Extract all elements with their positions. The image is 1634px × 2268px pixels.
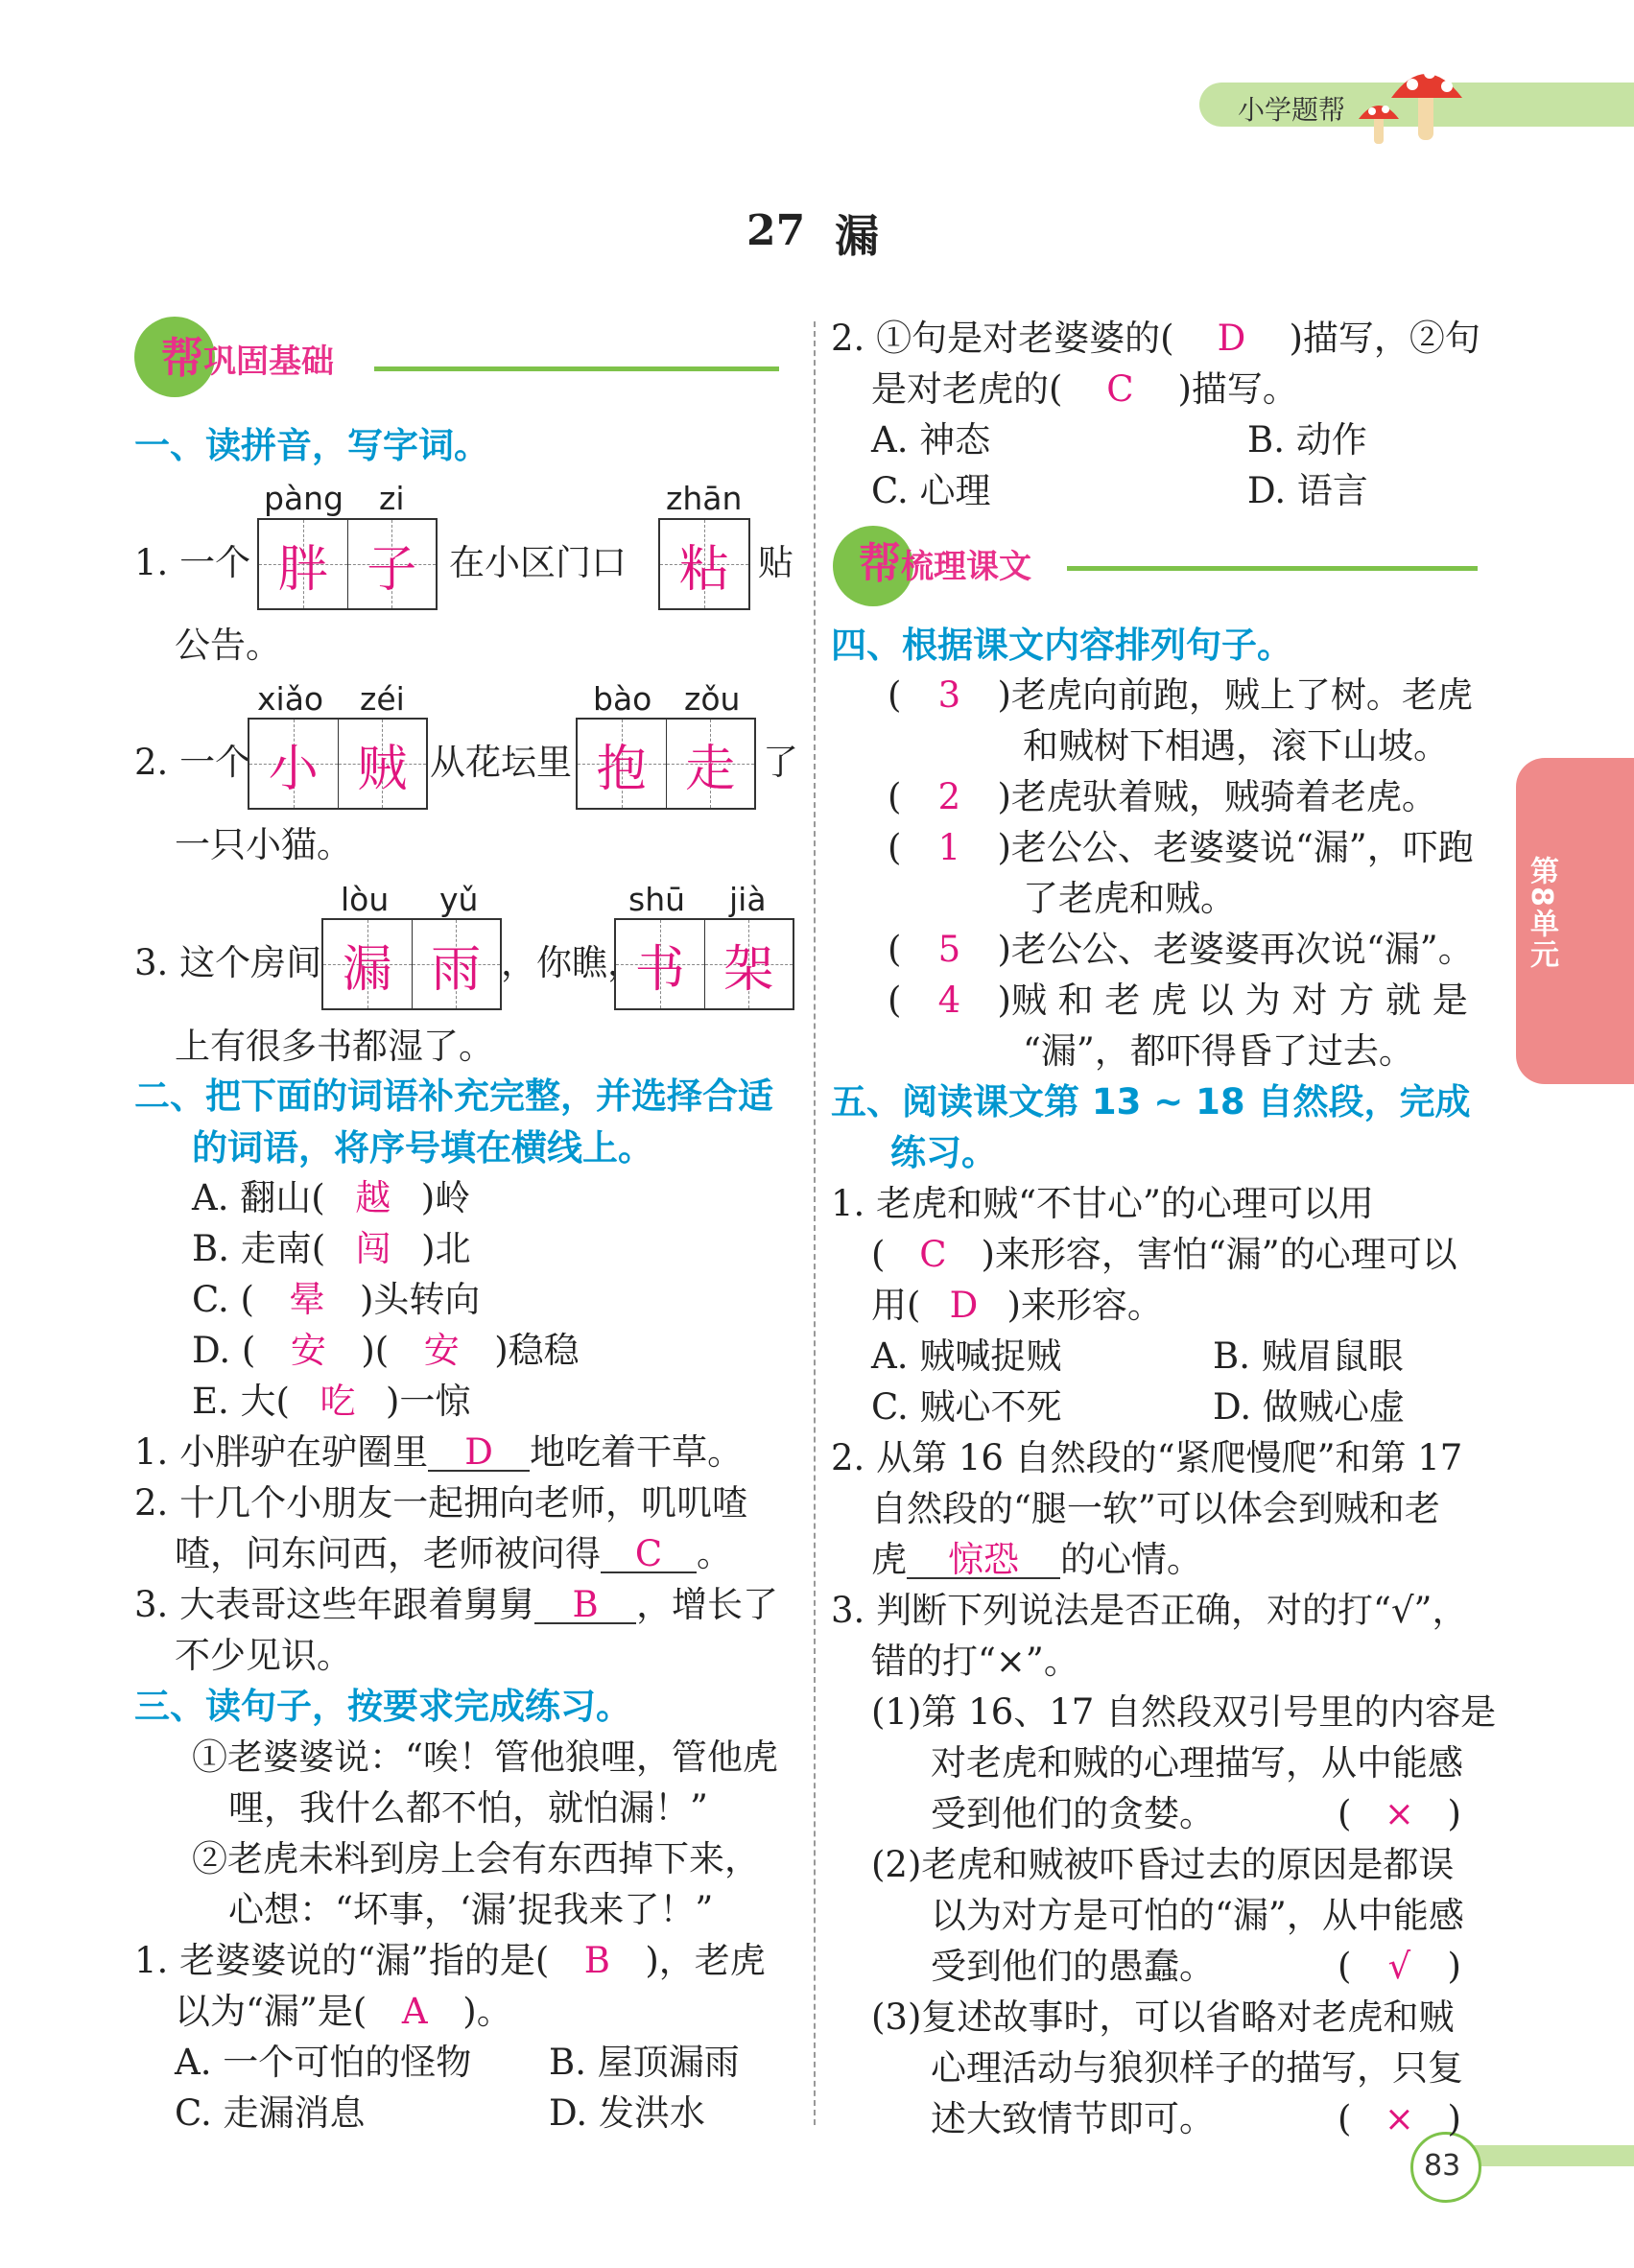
banner-line-right	[1067, 566, 1478, 571]
char-box: 抱 走	[576, 718, 756, 810]
order-item-1-cont: 和贼树下相遇，滚下山坡。	[1023, 725, 1449, 767]
question-text: 公告。	[175, 625, 281, 666]
pinyin: yǔ	[439, 881, 479, 918]
s3-q1-line2: 以为“漏”是( A )。	[175, 1991, 512, 2032]
option-b: B. 贼眉鼠眼	[1213, 1335, 1404, 1377]
option-b: B. 屋顶漏雨	[549, 2042, 740, 2083]
idiom-b: B. 走南( 闯 )北	[192, 1228, 471, 1269]
section-1-title: 一、读拼音，写字词。	[134, 425, 489, 466]
r-q2-line2: 是对老虎的( C )描写。	[871, 368, 1298, 410]
idiom-a: A. 翻山( 越 )岭	[192, 1177, 471, 1218]
s2-q3-line2: 不少见识。	[175, 1635, 352, 1676]
judge-2-answer: ( √ )	[1338, 1946, 1461, 1987]
pinyin: zi	[379, 480, 405, 517]
banner-line-left	[374, 366, 779, 371]
question-text: 上有很多书都湿了。	[175, 1026, 494, 1067]
judge-2-line2: 以为对方是可怕的“漏”，从中能感	[931, 1895, 1464, 1936]
question-text: 1. 一个	[134, 542, 251, 583]
char-box: 书 架	[614, 918, 794, 1010]
section-5-title: 五、阅读课文第 13 ~ 18 自然段，完成	[831, 1081, 1471, 1122]
char-box: 胖 子	[257, 518, 438, 610]
s2-q2-line2: 喳，问东问西，老师被问得 C 。	[175, 1533, 732, 1574]
r-q2-line1: 2. ①句是对老婆婆的( D )描写，②句	[831, 318, 1480, 359]
option-d: D. 发洪水	[549, 2092, 705, 2134]
lesson-number: 27	[746, 206, 806, 255]
pinyin: bào	[593, 680, 652, 718]
option-a: A. 神态	[871, 419, 991, 461]
banner-title-left: 帮巩固基础	[161, 334, 334, 383]
header-brand: 小学题帮	[1238, 94, 1346, 126]
question-text: 从花坛里	[430, 742, 572, 783]
judge-2-line3: 受到他们的愚蠢。	[931, 1946, 1215, 1987]
judge-1-answer: ( × )	[1338, 1793, 1461, 1834]
pinyin: shū	[628, 881, 686, 918]
section-2-title-cont: 的词语，将序号填在横线上。	[192, 1127, 653, 1169]
judge-3-answer: ( × )	[1338, 2098, 1461, 2139]
mushroom-icon	[1353, 56, 1468, 148]
s5-q3-line1: 3. 判断下列说法是否正确，对的打“√”，	[831, 1590, 1468, 1631]
pinyin: jià	[729, 881, 767, 918]
order-item-5-cont: “漏”，都吓得昏了过去。	[1023, 1030, 1414, 1072]
judge-1-line2: 对老虎和贼的心理描写，从中能感	[931, 1742, 1463, 1784]
question-text: 一只小猫。	[175, 824, 352, 865]
order-item-3: ( 1 )老公公、老婆婆说“漏”，吓跑	[888, 827, 1474, 868]
judge-1-line1: (1)第 16、17 自然段双引号里的内容是	[871, 1691, 1497, 1733]
judge-3-line2: 心理活动与狼狈样子的描写，只复	[931, 2047, 1463, 2089]
option-c: C. 走漏消息	[175, 2092, 366, 2134]
judge-2-line1: (2)老虎和贼被吓昏过去的原因是都误	[871, 1844, 1455, 1885]
s2-q2-line1: 2. 十几个小朋友一起拥向老师，叽叽喳	[134, 1482, 748, 1524]
order-item-1: ( 3 )老虎向前跑，贼上了树。老虎	[888, 674, 1473, 716]
judge-3-line3: 述大致情节即可。	[931, 2098, 1215, 2139]
question-text: 2. 一个	[134, 742, 251, 783]
idiom-d: D. ( 安 )( 安 )稳稳	[192, 1330, 580, 1371]
s5-q3-line2: 错的打“×”。	[871, 1641, 1079, 1682]
option-a: A. 一个可怕的怪物	[175, 2042, 472, 2083]
pinyin: zéi	[360, 680, 405, 718]
banner-title-right: 帮梳理课文	[859, 539, 1031, 588]
sentence-2-cont: 心想：“坏事，‘漏’捉我来了！”	[228, 1889, 714, 1930]
column-divider	[814, 321, 816, 2125]
option-a: A. 贼喊捉贼	[871, 1335, 1062, 1377]
question-text: 在小区门口	[449, 542, 627, 583]
question-text: 贴	[758, 542, 793, 583]
pinyin: xiǎo	[257, 680, 324, 718]
page-number: 83	[1424, 2149, 1461, 2183]
question-text: ，你瞧，	[501, 942, 643, 983]
judge-1-line3: 受到他们的贪婪。	[931, 1793, 1215, 1834]
option-c: C. 贼心不死	[871, 1386, 1062, 1428]
section-5-title-cont: 练习。	[890, 1132, 997, 1173]
s2-q1: 1. 小胖驴在驴圈里 D 地吃着干草。	[134, 1431, 744, 1473]
s5-q2-line2: 自然段的“腿一软”可以体会到贼和老	[871, 1488, 1440, 1529]
order-item-4: ( 5 )老公公、老婆婆再次说“漏”。	[888, 929, 1474, 970]
s5-q2-line3: 虎 惊恐 的心情。	[871, 1539, 1202, 1580]
sentence-1: ①老婆婆说：“唉！管他狼哩，管他虎	[192, 1736, 778, 1778]
char-box: 粘	[658, 518, 750, 610]
sentence-1-cont: 哩，我什么都不怕，就怕漏！”	[228, 1787, 708, 1829]
section-2-title: 二、把下面的词语补充完整，并选择合适	[134, 1075, 773, 1117]
s3-q1-line1: 1. 老婆婆说的“漏”指的是( B )，老虎	[134, 1940, 766, 1981]
lesson-title: 漏	[835, 210, 879, 262]
pinyin: zǒu	[684, 680, 741, 718]
option-c: C. 心理	[871, 470, 991, 511]
s5-q1-line2: ( C )来形容，害怕“漏”的心理可以	[871, 1234, 1457, 1275]
section-3-title: 三、读句子，按要求完成练习。	[134, 1686, 631, 1727]
question-text: 了	[763, 742, 798, 783]
s5-q2-line1: 2. 从第 16 自然段的“紧爬慢爬”和第 17	[831, 1437, 1463, 1478]
side-tab-text: 第8单元	[1525, 856, 1558, 970]
order-item-3-cont: 了老虎和贼。	[1023, 878, 1236, 919]
section-4-title: 四、根据课文内容排列句子。	[831, 625, 1292, 666]
s5-q1-line3: 用( D )来形容。	[871, 1285, 1163, 1326]
idiom-c: C. ( 晕 )头转向	[192, 1279, 481, 1320]
order-item-2: ( 2 )老虎驮着贼，贼骑着老虎。	[888, 776, 1437, 817]
char-box: 漏 雨	[321, 918, 502, 1010]
pinyin: lòu	[341, 881, 390, 918]
s2-q3-line1: 3. 大表哥这些年跟着舅舅 B ，增长了	[134, 1584, 779, 1625]
option-b: B. 动作	[1247, 419, 1367, 461]
option-d: D. 语言	[1247, 470, 1368, 511]
sentence-2: ②老虎未料到房上会有东西掉下来，	[192, 1838, 760, 1879]
idiom-e: E. 大( 吃 )一惊	[192, 1381, 471, 1422]
option-d: D. 做贼心虚	[1213, 1386, 1405, 1428]
judge-3-line1: (3)复述故事时，可以省略对老虎和贼	[871, 1996, 1455, 2038]
pinyin: zhān	[666, 480, 743, 517]
question-text: 3. 这个房间	[134, 942, 322, 983]
order-item-5: ( 4 )贼 和 老 虎 以 为 对 方 就 是	[888, 980, 1468, 1021]
s5-q1-line1: 1. 老虎和贼“不甘心”的心理可以用	[831, 1183, 1374, 1224]
pinyin: pàng	[264, 480, 344, 517]
char-box: 小 贼	[248, 718, 428, 810]
